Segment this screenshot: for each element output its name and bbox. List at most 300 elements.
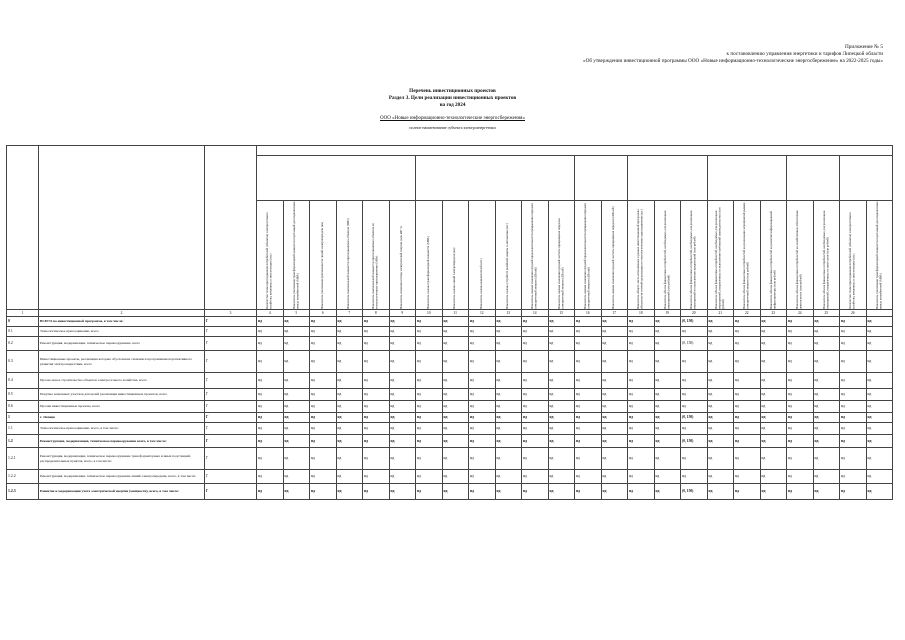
value-cell: нд (601, 373, 628, 389)
indicator-header (416, 201, 443, 310)
value-cell: нд (257, 470, 284, 484)
value-cell: нд (548, 470, 575, 484)
value-cell: нд (840, 413, 867, 423)
value-cell: нд (469, 337, 496, 351)
value-cell: нд (336, 327, 363, 337)
column-number: 16 (575, 310, 602, 317)
value-cell: нд (522, 413, 549, 423)
value-cell: нд (469, 448, 496, 470)
value-cell: нд (628, 423, 655, 435)
indicator-label: Показатель общего числа исполненных в рамках инвестиционной программы обязательств сетевой организации по технологическому присоединению (шт.) (636, 209, 644, 309)
year-title: на год 2024 (439, 102, 466, 108)
value-cell: нд (548, 448, 575, 470)
value-cell: нд (283, 351, 310, 373)
value-cell: нд (283, 423, 310, 435)
goal-group-header (257, 156, 416, 201)
value-cell: нд (310, 470, 337, 484)
row-number: 1.2.2 (7, 470, 39, 484)
value-cell: нд (469, 373, 496, 389)
column-number: 21 (707, 310, 734, 317)
column-number: 15 (548, 310, 575, 317)
value-cell: нд (416, 423, 443, 435)
value-cell: нд (760, 435, 787, 448)
value-cell: нд (601, 351, 628, 373)
indicator-label: Показатель увеличения трансформаторной мощности подстанций для подключения новых потребителей (МВА) (874, 201, 883, 309)
value-cell: нд (707, 337, 734, 351)
indicator-header (707, 201, 734, 310)
value-cell: нд (363, 448, 390, 470)
indicator-header (734, 201, 761, 310)
row-number: 1.1 (7, 423, 39, 435)
column-number: 9 (389, 310, 416, 317)
value-cell: нд (681, 401, 708, 413)
value-cell: нд (575, 389, 602, 401)
value-cell: нд (495, 448, 522, 470)
investment-goals-table (6, 145, 893, 500)
value-cell: нд (283, 448, 310, 470)
indicator-header (681, 201, 708, 310)
goals-group-header (257, 146, 893, 156)
value-cell: нд (495, 401, 522, 413)
value-cell: нд (363, 413, 390, 423)
indicator-label: Показатель объема финансовых потребностей, необходимых для реализации мероприятий по выполнению предписаний (млн рублей) (689, 210, 697, 309)
value-cell: нд (601, 337, 628, 351)
value-cell: нд (787, 484, 814, 500)
value-cell: нд (681, 351, 708, 373)
value-cell: нд (469, 389, 496, 401)
value-cell: нд (760, 423, 787, 435)
value-cell: нд (575, 327, 602, 337)
value-cell: нд (548, 389, 575, 401)
indicator-header (787, 201, 814, 310)
table-row (7, 401, 893, 413)
value-cell: нд (389, 337, 416, 351)
value-cell: нд (628, 484, 655, 500)
goal-group-header (840, 156, 893, 201)
value-cell: нд (813, 389, 840, 401)
value-cell: нд (866, 351, 893, 373)
value-cell: нд (707, 470, 734, 484)
value-cell: нд (442, 470, 469, 484)
value-cell: нд (389, 327, 416, 337)
value-cell: нд (601, 435, 628, 448)
value-cell: нд (813, 423, 840, 435)
value-cell: нд (628, 389, 655, 401)
row-number: 0.4 (7, 373, 39, 389)
value-cell: нд (601, 448, 628, 470)
value-cell: нд (813, 413, 840, 423)
value-cell: нд (336, 351, 363, 373)
value-cell: нд (813, 317, 840, 327)
value-cell: нд (628, 373, 655, 389)
column-number: 23 (760, 310, 787, 317)
indicator-label: Показатель максимальной мощности присоединяемых объектов (МВт) (346, 218, 351, 309)
indicator-header (760, 201, 787, 310)
value-cell: нд (522, 470, 549, 484)
value-cell: нд (469, 423, 496, 435)
value-cell: нд (522, 389, 549, 401)
indicator-header (363, 201, 390, 310)
value-cell: нд (866, 484, 893, 500)
value-cell: нд (495, 423, 522, 435)
value-cell: нд (416, 435, 443, 448)
value-cell: нд (840, 389, 867, 401)
row-identifier: Г (205, 470, 257, 484)
value-cell: нд (734, 484, 761, 500)
value-cell: нд (601, 317, 628, 327)
row-identifier: Г (205, 389, 257, 401)
value-cell: нд (336, 373, 363, 389)
value-cell: нд (363, 373, 390, 389)
value-cell: нд (310, 413, 337, 423)
value-cell: нд (283, 401, 310, 413)
indicator-header (389, 201, 416, 310)
value-cell: нд (654, 389, 681, 401)
value-cell: нд (336, 423, 363, 435)
value-cell: нд (866, 470, 893, 484)
value-cell: нд (416, 470, 443, 484)
value-cell: нд (707, 484, 734, 500)
value-cell: нд (389, 413, 416, 423)
value-cell: (0, 150) (681, 435, 708, 448)
col-number-header (7, 146, 39, 310)
value-cell: нд (681, 423, 708, 435)
value-cell: нд (575, 484, 602, 500)
row-name: Инвестиционные проекты, реализация которых обусловлена схемами и программами перспективного развития электроэнергетики, всего (39, 351, 205, 373)
value-cell: нд (495, 317, 522, 327)
table-row (7, 317, 893, 327)
row-name: Реконструкция, модернизация, техническое перевооружение линий электропередачи, всего, в том числе: (39, 470, 205, 484)
row-name: Реконструкция, модернизация, техническое перевооружение, всего (39, 337, 205, 351)
column-number: 25 (813, 310, 840, 317)
indicator-label: Показатель замены выключателей (шт.) (478, 258, 483, 309)
value-cell: нд (363, 470, 390, 484)
value-cell: нд (416, 413, 443, 423)
value-cell: нд (495, 389, 522, 401)
value-cell: нд (628, 470, 655, 484)
column-number: 1 (7, 310, 39, 317)
value-cell: нд (283, 373, 310, 389)
value-cell: нд (840, 317, 867, 327)
value-cell: нд (654, 373, 681, 389)
column-number: 18 (628, 310, 655, 317)
row-identifier: Г (205, 401, 257, 413)
value-cell: нд (283, 317, 310, 327)
column-number: 22 (734, 310, 761, 317)
value-cell: нд (840, 351, 867, 373)
value-cell: нд (575, 337, 602, 351)
value-cell: нд (601, 401, 628, 413)
indicator-label: Показатель снижения потерь электрической энергии (млн кВт·ч) (399, 226, 404, 309)
value-cell: нд (257, 401, 284, 413)
value-cell: нд (575, 401, 602, 413)
value-cell: нд (283, 484, 310, 500)
value-cell: нд (787, 423, 814, 435)
value-cell: нд (681, 327, 708, 337)
value-cell: нд (840, 435, 867, 448)
value-cell: нд (840, 470, 867, 484)
indicator-label: Показатель оценки изменения средней частоты прекращения передачи (ΔПsaifi) (611, 206, 616, 309)
value-cell: нд (442, 327, 469, 337)
row-name: Прочее новое строительство объектов электросетевого хозяйства, всего (39, 373, 205, 389)
value-cell: нд (813, 435, 840, 448)
value-cell: нд (495, 327, 522, 337)
value-cell: нд (363, 484, 390, 500)
value-cell: нд (628, 351, 655, 373)
value-cell: нд (628, 448, 655, 470)
value-cell: нд (310, 389, 337, 401)
value-cell: нд (813, 337, 840, 351)
appendix-label: Приложение № 5 (845, 44, 883, 50)
value-cell: (0, 150) (681, 413, 708, 423)
value-cell: нд (866, 423, 893, 435)
value-cell: нд (363, 435, 390, 448)
indicator-label: Показатель оценки изменения средней продолжительности прекращения передачи электрической энергии (ΔПsaidi) (583, 203, 591, 309)
value-cell: нд (469, 327, 496, 337)
table-row (7, 435, 893, 448)
value-cell: нд (628, 337, 655, 351)
value-cell: нд (389, 351, 416, 373)
value-cell: нд (495, 470, 522, 484)
value-cell: нд (707, 423, 734, 435)
value-cell: нд (495, 373, 522, 389)
row-number: 0 (7, 317, 39, 327)
value-cell: нд (787, 448, 814, 470)
table-row (7, 470, 893, 484)
value-cell: нд (469, 435, 496, 448)
value-cell: нд (548, 317, 575, 327)
table-row (7, 484, 893, 500)
row-name: ВСЕГО по инвестиционной программе, в том числе: (39, 317, 205, 327)
value-cell: нд (389, 389, 416, 401)
value-cell: нд (866, 435, 893, 448)
value-cell: нд (734, 337, 761, 351)
value-cell: нд (681, 373, 708, 389)
value-cell: нд (787, 337, 814, 351)
value-cell: нд (522, 337, 549, 351)
value-cell: нд (310, 373, 337, 389)
value-cell: нд (787, 317, 814, 327)
row-identifier: Г (205, 435, 257, 448)
value-cell: нд (363, 317, 390, 327)
value-cell: нд (442, 423, 469, 435)
value-cell: нд (654, 435, 681, 448)
value-cell: нд (628, 413, 655, 423)
value-cell: нд (548, 423, 575, 435)
value-cell: нд (575, 317, 602, 327)
value-cell: нд (389, 401, 416, 413)
value-cell: нд (760, 373, 787, 389)
table-row (7, 423, 893, 435)
row-number: 1.2.1 (7, 448, 39, 470)
value-cell: нд (866, 401, 893, 413)
resolution-line: к постановлению управления энергетики и тарифов Липецкой области (726, 51, 883, 57)
value-cell: нд (760, 337, 787, 351)
value-cell: нд (813, 401, 840, 413)
value-cell: нд (336, 484, 363, 500)
value-cell: нд (389, 373, 416, 389)
row-identifier: Г (205, 373, 257, 389)
row-identifier: Г (205, 423, 257, 435)
value-cell: нд (310, 337, 337, 351)
column-number: 8 (363, 310, 390, 317)
doc-title: Перечень инвестиционных проектов (409, 88, 496, 94)
value-cell: нд (548, 484, 575, 500)
value-cell: нд (257, 484, 284, 500)
value-cell: нд (787, 327, 814, 337)
value-cell: нд (522, 351, 549, 373)
indicator-label: Показатель максимальной мощности присоединяемых объектов по технологическому присоединению (МВт) (371, 223, 379, 309)
value-cell: нд (628, 435, 655, 448)
resolution-title: «Об утверждении инвестиционной программы ООО «Новые информационно-технологические энергосбережение» на 2022-2025 годы» (583, 58, 883, 64)
value-cell: нд (654, 327, 681, 337)
value-cell: нд (734, 401, 761, 413)
value-cell: нд (866, 373, 893, 389)
indicator-header (469, 201, 496, 310)
indicator-header (840, 201, 867, 310)
value-cell: нд (336, 413, 363, 423)
indicator-header (442, 201, 469, 310)
row-identifier: Г (205, 337, 257, 351)
value-cell: нд (787, 401, 814, 413)
value-cell: нд (442, 389, 469, 401)
value-cell: нд (734, 327, 761, 337)
row-name: Реконструкция, модернизация, техническое перевооружение трансформаторных и иных подстанций, распределительных пунктов, всего, в том числе: (39, 448, 205, 470)
column-number: 12 (469, 310, 496, 317)
indicator-label: Показатель объема финансовых потребностей, необходимых для реализации мероприятий, направленных на иные цели (млн рублей) (821, 210, 830, 309)
value-cell: нд (734, 389, 761, 401)
value-cell: нд (760, 351, 787, 373)
column-number: 26 (840, 310, 867, 317)
indicator-header (495, 201, 522, 310)
column-number: 20 (681, 310, 708, 317)
value-cell: нд (363, 337, 390, 351)
column-number: 10 (416, 310, 443, 317)
value-cell: нд (760, 389, 787, 401)
column-number: 13 (495, 310, 522, 317)
value-cell: нд (734, 448, 761, 470)
value-cell: нд (654, 448, 681, 470)
value-cell: нд (813, 470, 840, 484)
indicator-header (336, 201, 363, 310)
value-cell: нд (707, 317, 734, 327)
value-cell: нд (522, 401, 549, 413)
value-cell: нд (840, 448, 867, 470)
value-cell: нд (336, 470, 363, 484)
value-cell: нд (283, 435, 310, 448)
value-cell: нд (707, 351, 734, 373)
value-cell: нд (469, 484, 496, 500)
value-cell: нд (416, 373, 443, 389)
indicator-label: Показатель объема финансовых потребностей, необходимых для реализации мероприятий (млн рублей) (662, 210, 671, 309)
value-cell: нд (707, 373, 734, 389)
value-cell: нд (654, 484, 681, 500)
row-identifier: Г (205, 351, 257, 373)
value-cell: нд (601, 484, 628, 500)
value-cell: нд (469, 351, 496, 373)
value-cell: нд (575, 373, 602, 389)
value-cell: нд (363, 401, 390, 413)
value-cell: нд (442, 484, 469, 500)
value-cell: нд (495, 337, 522, 351)
value-cell: нд (734, 435, 761, 448)
value-cell: нд (787, 373, 814, 389)
row-identifier: Г (205, 317, 257, 327)
indicator-label: Количество точек присоединения потребителей (объектов) электросетевого хозяйства, введенных в эксплуатацию (шт.) (265, 212, 273, 309)
indicator-label: Показатель замены линий электропередачи (км) (452, 247, 457, 309)
value-cell: нд (734, 317, 761, 327)
value-cell: нд (522, 484, 549, 500)
value-cell: нд (257, 327, 284, 337)
value-cell: нд (442, 317, 469, 327)
value-cell: нд (495, 413, 522, 423)
value-cell: нд (866, 317, 893, 327)
value-cell: нд (575, 423, 602, 435)
indicator-header (575, 201, 602, 310)
column-number: 4 (257, 310, 284, 317)
value-cell: нд (654, 470, 681, 484)
row-identifier: Г (205, 484, 257, 500)
value-cell: нд (495, 435, 522, 448)
organization-name: ООО «Новые информационно-технологические энергосбережения» (380, 116, 525, 121)
value-cell: нд (336, 317, 363, 327)
indicator-label: Показатель объема финансовых потребностей на хозяйственное обеспечение деятельности (млн рублей) (795, 210, 803, 309)
indicator-label: Показатель замены устройств релейной защиты и автоматики (шт.) (505, 223, 510, 309)
indicator-header (548, 201, 575, 310)
value-cell: нд (654, 423, 681, 435)
value-cell: нд (628, 401, 655, 413)
row-identifier: Г (205, 413, 257, 423)
value-cell: нд (866, 327, 893, 337)
value-cell: нд (283, 470, 310, 484)
value-cell: нд (734, 470, 761, 484)
value-cell: нд (813, 351, 840, 373)
value-cell: нд (416, 401, 443, 413)
indicator-header (522, 201, 549, 310)
column-number: 5 (283, 310, 310, 317)
value-cell: нд (257, 448, 284, 470)
value-cell: нд (389, 448, 416, 470)
value-cell: нд (787, 351, 814, 373)
indicator-header (257, 201, 284, 310)
indicator-header (628, 201, 655, 310)
value-cell: нд (734, 423, 761, 435)
value-cell: нд (495, 351, 522, 373)
indicator-header (654, 201, 681, 310)
indicator-header (310, 201, 337, 310)
value-cell: нд (442, 337, 469, 351)
value-cell: нд (522, 435, 549, 448)
value-cell: нд (866, 337, 893, 351)
value-cell: нд (548, 413, 575, 423)
indicator-header (601, 201, 628, 310)
value-cell: нд (601, 327, 628, 337)
row-number: 1.2.3 (7, 484, 39, 500)
value-cell: нд (363, 389, 390, 401)
value-cell: нд (257, 317, 284, 327)
value-cell: нд (522, 448, 549, 470)
col-name-header (39, 146, 205, 310)
section-title: Раздел 3. Цели реализации инвестиционных проектов (388, 95, 517, 101)
indicator-label: Количество точек присоединения потребителей (объектов) электросетевого хозяйства, введенных в эксплуатацию (шт.) (848, 212, 856, 309)
value-cell: нд (310, 401, 337, 413)
value-cell: нд (654, 401, 681, 413)
value-cell: нд (787, 413, 814, 423)
indicator-label: Показатель замены трансформаторной мощности (МВА) (425, 236, 430, 309)
value-cell: нд (760, 470, 787, 484)
value-cell: нд (601, 413, 628, 423)
table-row (7, 337, 893, 351)
